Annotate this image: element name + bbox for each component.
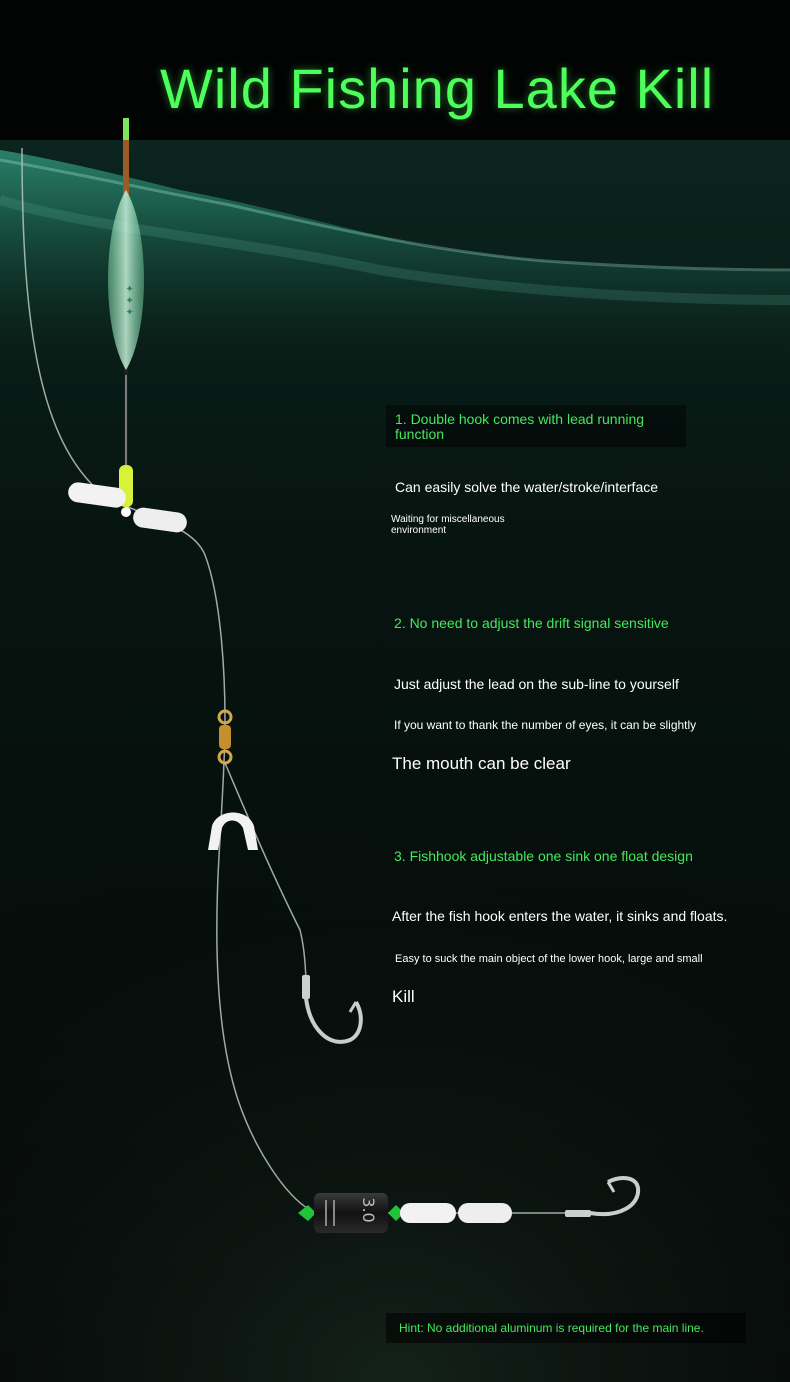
feature-2-extra: The mouth can be clear (392, 754, 571, 773)
page-title: Wild Fishing Lake Kill (160, 57, 715, 120)
feature-2-small: If you want to thank the number of eyes, it can be slightly (394, 718, 697, 732)
sinker-label: 3.0 (359, 1197, 378, 1223)
hint-text: Hint: No additional aluminum is required for the main line. (399, 1321, 704, 1335)
svg-text:✦ ✦ ✦: ✦ ✦ ✦ (123, 284, 134, 316)
feature-3-line: After the fish hook enters the water, it sinks and floats. (392, 908, 728, 924)
feature-1-small: Waiting for miscellaneous environment (391, 514, 505, 536)
feature-3-extra: Kill (392, 987, 415, 1006)
bean-icon (400, 1203, 456, 1223)
feature-3-heading: 3. Fishhook adjustable one sink one float design (394, 848, 693, 864)
feature-2-line: Just adjust the lead on the sub-line to yourself (394, 676, 679, 692)
bean-icon (458, 1203, 512, 1223)
feature-1-heading: 1. Double hook comes with lead running function (395, 411, 645, 442)
feature-1-line: Can easily solve the water/stroke/interface (395, 479, 659, 495)
feature-3-small: Easy to suck the main object of the lower hook, large and small (395, 953, 703, 965)
feature-2-heading: 2. No need to adjust the drift signal sensitive (394, 615, 669, 631)
